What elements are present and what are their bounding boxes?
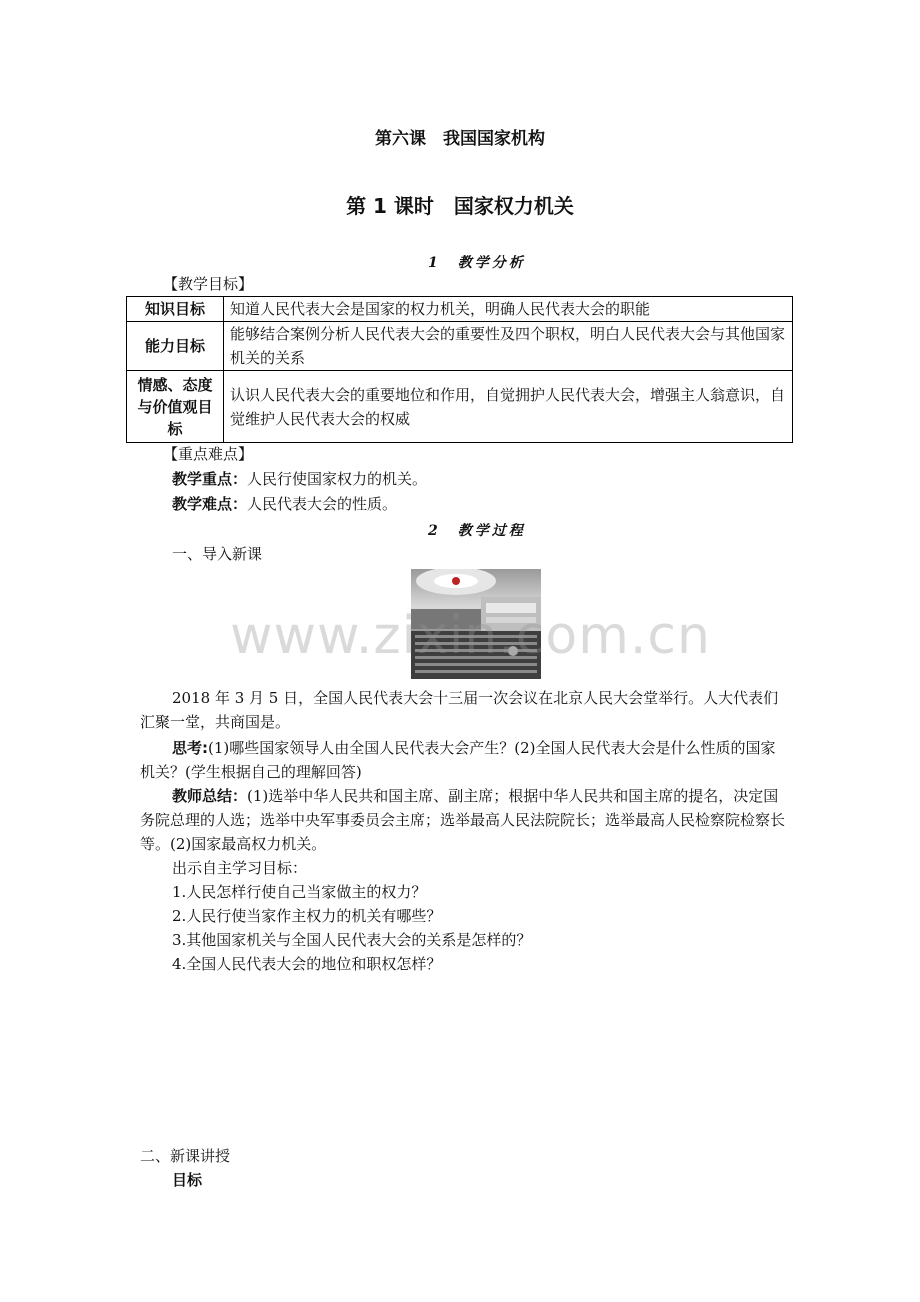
news-paragraph: 2018 年 3 月 5 日，全国人民代表大会十三届一次会议在北京人民大会堂举行。人大代表们汇聚一堂，共商国是。	[140, 689, 779, 731]
goal-key: 情感、态度与价值观目标	[127, 371, 224, 443]
think-label: 思考:	[172, 739, 208, 757]
section-teaching-process: 2 教学过程	[428, 523, 526, 539]
new-lesson-heading: 二、新课讲授	[140, 1147, 231, 1165]
table-row	[127, 371, 793, 443]
summary-text: (1)选举中华人民共和国主席、副主席；根据中华人民共和国主席的提名，决定国务院总理的人选；选举中央军事委员会主席；选举最高人民法院院长；选举最高人民检察院检察长等。(2)国家最高权力机关。	[140, 787, 786, 853]
summary-label: 教师总结：	[172, 787, 248, 805]
section-teaching-analysis: 1 教学分析	[428, 255, 526, 271]
watermark: www.zixin.com.cn	[230, 606, 711, 666]
self-study-item: 4.全国人民代表大会的地位和职权怎样？	[172, 955, 442, 973]
difficulty-text: 人民代表大会的性质。	[247, 495, 398, 513]
self-study-item: 3.其他国家机关与全国人民代表大会的关系是怎样的？	[172, 931, 532, 949]
teaching-goals-table	[126, 296, 793, 443]
key-point-text: 人民行使国家权力的机关。	[247, 470, 428, 488]
summary-paragraph	[140, 784, 785, 856]
period-title: 第 1 课时 国家权力机关	[346, 194, 574, 218]
think-text: (1)哪些国家领导人由全国人民代表大会产生？(2)全国人民代表大会是什么性质的国家机关？(学生根据自己的理解回答)	[140, 739, 776, 781]
key-points-heading: 【重点难点】	[163, 445, 254, 463]
goal-value: 认识人民代表大会的重要地位和作用，自觉拥护人民代表大会，增强主人翁意识，自觉维护人民代表大会的权威	[224, 371, 793, 443]
target-label: 目标	[172, 1171, 203, 1189]
goal-value: 知道人民代表大会是国家的权力机关，明确人民代表大会的职能	[224, 297, 793, 322]
key-point-label: 教学重点：	[172, 470, 248, 488]
self-study-heading: 出示自主学习目标：	[172, 859, 308, 877]
intro-heading: 一、导入新课	[172, 545, 263, 563]
table-row	[127, 297, 793, 322]
self-study-item: 1.人民怎样行使自己当家做主的权力？	[172, 883, 427, 901]
lesson-title: 第六课 我国国家机构	[375, 129, 545, 149]
goal-key: 知识目标	[127, 297, 224, 322]
goals-heading: 【教学目标】	[163, 275, 254, 293]
think-paragraph	[140, 736, 785, 784]
teaching-key-point	[172, 467, 427, 491]
goal-key: 能力目标	[127, 322, 224, 371]
table-row	[127, 322, 793, 371]
goal-value: 能够结合案例分析人民代表大会的重要性及四个职权，明白人民代表大会与其他国家机关的关系	[224, 322, 793, 371]
teaching-difficulty	[172, 492, 397, 516]
difficulty-label: 教学难点：	[172, 495, 248, 513]
self-study-item: 2.人民行使当家作主权力的机关有哪些？	[172, 907, 442, 925]
